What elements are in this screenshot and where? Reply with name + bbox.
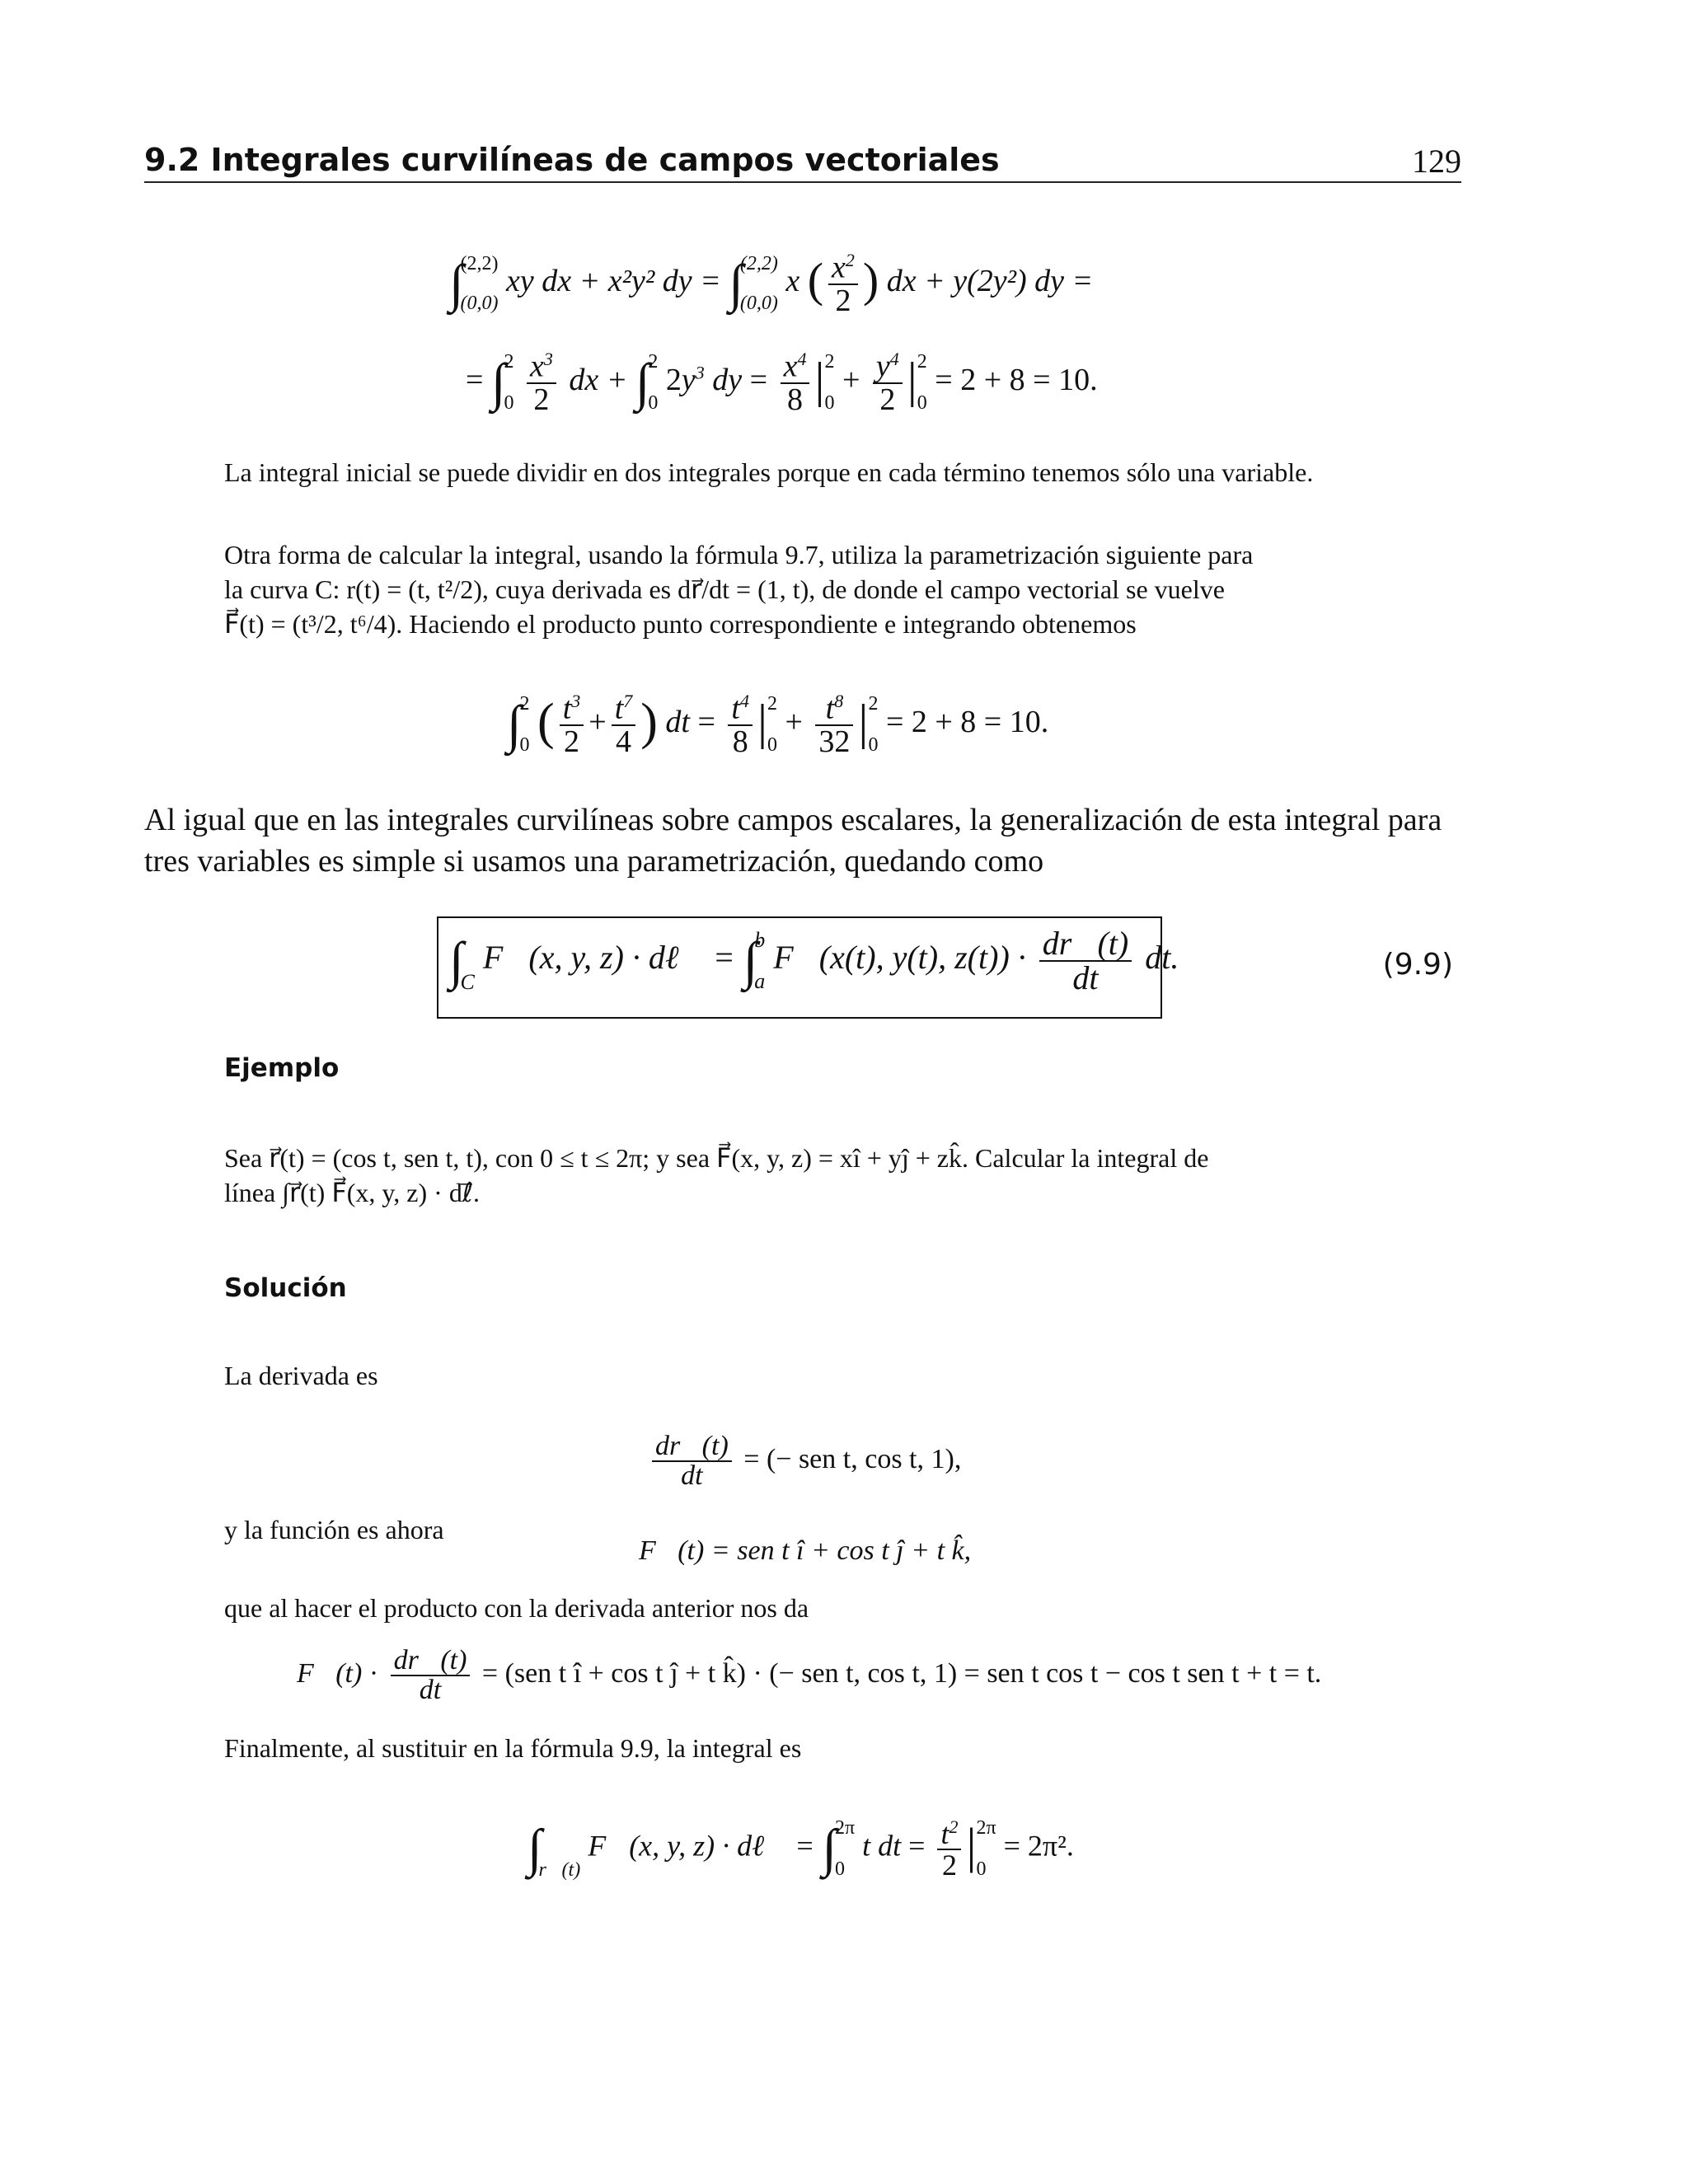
section-title: 9.2 Integrales curvilíneas de campos vectoriales bbox=[144, 142, 1000, 178]
producto-intro: que al hacer el producto con la derivada anterior nos da bbox=[224, 1593, 809, 1623]
eq1-result: = 2 + 8 = 10. bbox=[935, 363, 1098, 398]
eq-derivative-result: = (− sen t, cos t, 1), bbox=[743, 1443, 962, 1474]
paragraph-alternative-line-3: F⃗(t) = (t³/2, t⁶/4). Haciendo el producto punto correspondiente e integrando obtenemos bbox=[224, 609, 1137, 639]
header-rule bbox=[144, 181, 1461, 183]
eq99-left: F⃗(x, y, z) · dℓ⃗ = bbox=[482, 939, 735, 977]
derivada-intro: La derivada es bbox=[224, 1361, 378, 1390]
paragraph-alternative-method bbox=[224, 537, 1393, 641]
eq1-right: dx + y(2y²) dy = bbox=[886, 264, 1094, 299]
eq-final-left: F⃗(x, y, z) · dℓ⃗ = bbox=[588, 1829, 815, 1863]
ejemplo-heading: Ejemplo bbox=[224, 1053, 340, 1083]
paragraph-alternative-line-2: la curva C: r(t) = (t, t²/2), cuya derivada es dr⃗/dt = (1, t), de donde el campo vectorial se vuelve bbox=[224, 574, 1225, 604]
ejemplo-line-2: línea ∫r⃗(t) F⃗(x, y, z) · dℓ⃗. bbox=[224, 1178, 481, 1207]
final-intro: Finalmente, al sustituir en la fórmula 9.9, la integral es bbox=[224, 1733, 802, 1763]
eq99-right: F⃗(x(t), y(t), z(t)) · bbox=[773, 939, 1026, 977]
page-number: 129 bbox=[1412, 143, 1461, 180]
equation-derivative: $\frac{dr⃗(t)}{dt}$ = (− sen t, cos t, 1), bbox=[647, 1432, 961, 1490]
equation-parametrized-integral: ∫ 2 0 ( $\frac{t^3}{2}$ + $\frac{t^7}{4}$ ) dt = $\frac{t^4}{8}$ | 2 0 + $\frac{t^8}{32}$ | 2 0 = 2 + 8 = 10. bbox=[507, 691, 1049, 759]
equation-function: F⃗(t) = sen t î + cos t ĵ + t k̂, bbox=[639, 1535, 972, 1566]
equation-number: (9.9) bbox=[1382, 948, 1453, 982]
equation-9-9: ∫ C F⃗(x, y, z) · dℓ⃗ = ∫ b a F⃗(x(t), y(t), z(t)) · $\frac{dr⃗(t)}{dt}$ dt. bbox=[449, 925, 1179, 996]
eq-product-result: = (sen t î + cos t ĵ + t k̂) · (− sen t, cos t, 1) = sen t cos t − cos t sen t + t = t. bbox=[481, 1657, 1322, 1689]
funcion-intro: y la función es ahora bbox=[224, 1515, 444, 1544]
ejemplo-line-1: Sea r⃗(t) = (cos t, sen t, t), con 0 ≤ t ≤ 2π; y sea F⃗(x, y, z) = xî + yĵ + zk̂. Calcular la integral de bbox=[224, 1143, 1209, 1173]
equation-final-integral: ∫ r⃗(t) F⃗(x, y, z) · dℓ⃗ = ∫ 2π 0 t dt = $\frac{t^2}{2}$ | 2π 0 = 2π². bbox=[528, 1816, 1074, 1882]
paragraph-integral-split: La integral inicial se puede dividir en dos integrales porque en cada término tenemos sólo una variable. bbox=[224, 457, 1314, 487]
paragraph-alternative-line-1: Otra forma de calcular la integral, usando la fórmula 9.7, utiliza la parametrización siguiente para bbox=[224, 540, 1254, 569]
eq-final-result: = 2π². bbox=[1003, 1829, 1074, 1863]
eq1-left: xy dx + x²y² dy = bbox=[506, 264, 721, 299]
solucion-heading: Solución bbox=[224, 1273, 347, 1303]
equation-line-integral-2: = ∫ 2 0 $\frac{x^3}{2}$ dx + ∫ 2 0 $2y^3$ dy = $\frac{x^4}{8}$ | 2 0 + $\frac{y^4}{2}$ | 2 0 = 2 + 8 = 10. bbox=[466, 349, 1098, 417]
ejemplo-statement bbox=[224, 1141, 1393, 1210]
equation-line-integral-1: ∫ (2,2) (0,0) xy dx + x²y² dy = ∫ (2,2) (0,0) x ( $\frac{x^2}{2}$ ) dx + y(2y²) dy = bbox=[449, 250, 1094, 318]
equation-dot-product: F⃗(t) · $\frac{dr⃗(t)}{dt}$ = (sen t î + cos t ĵ + t k̂) · (− sen t, cos t, 1) = sen t cos t − cos t sen t + t = t. bbox=[297, 1645, 1322, 1705]
paragraph-generalization: Al igual que en las integrales curvilíneas sobre campos escalares, la generalización de esta integral para tres variables es simple si usamos una parametrización, quedando como bbox=[144, 803, 1442, 879]
eq2-result: = 2 + 8 = 10. bbox=[885, 705, 1049, 740]
